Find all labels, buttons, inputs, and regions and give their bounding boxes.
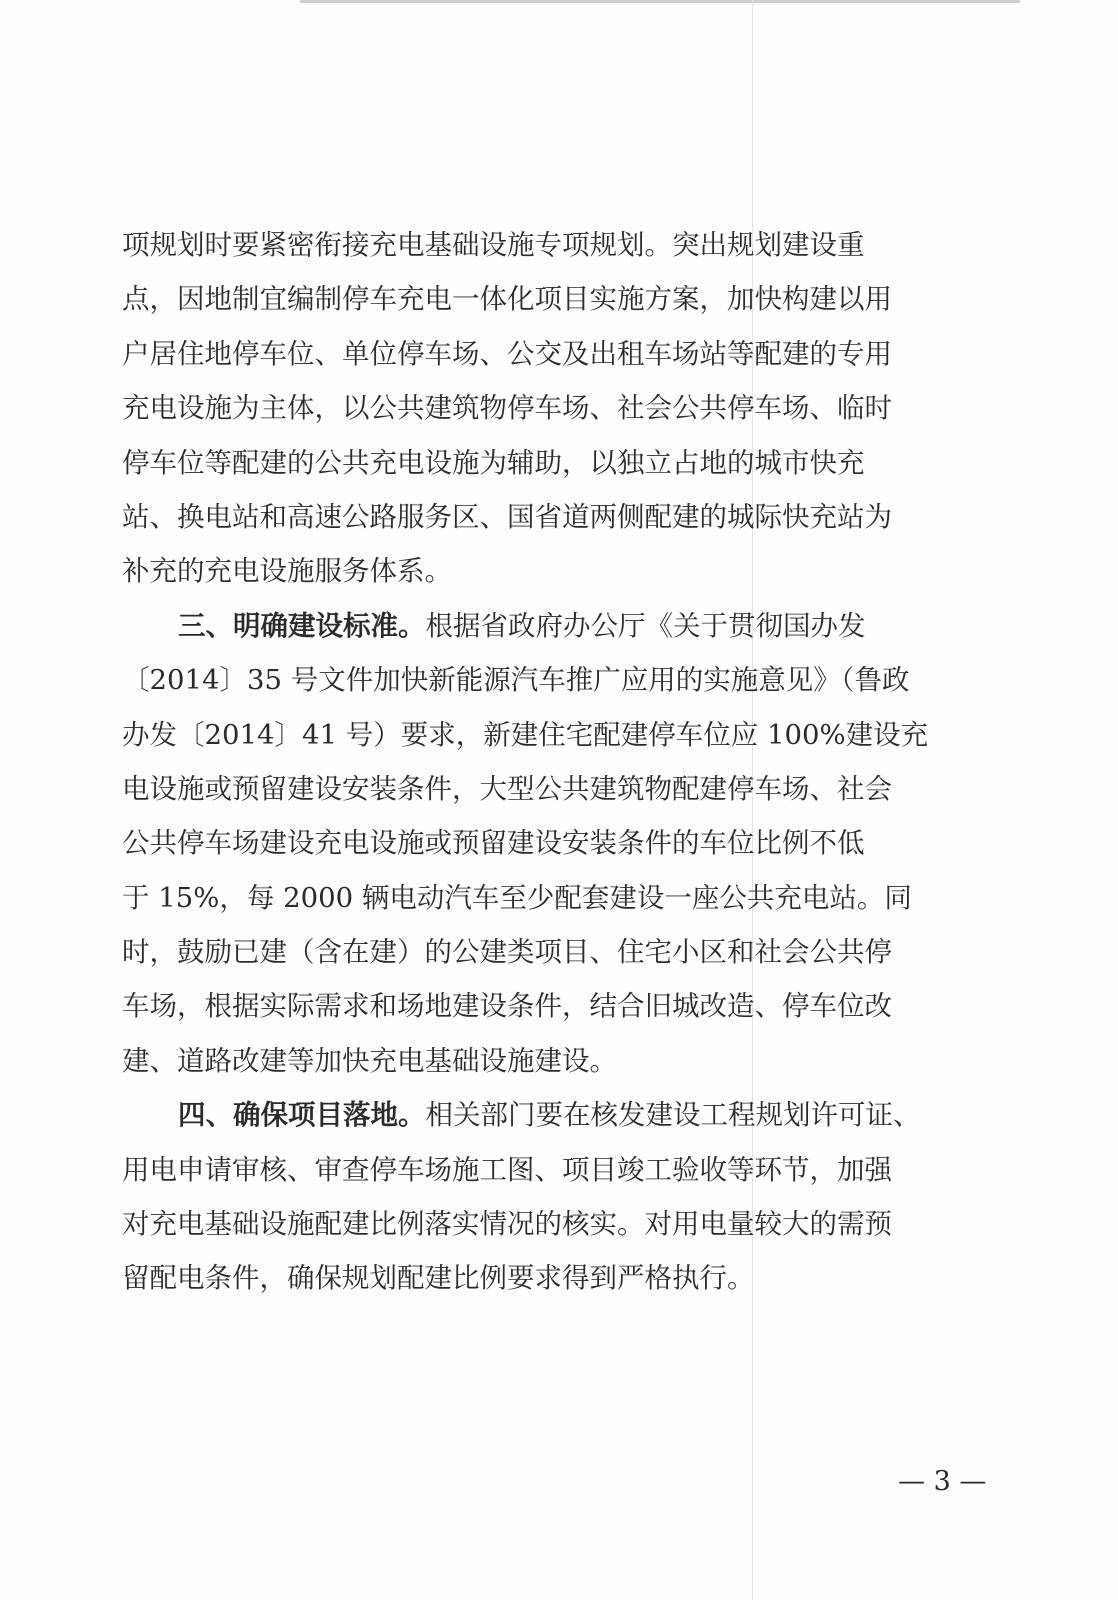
text-line: 车场，根据实际需求和场地建设条件，结合旧城改造、停车位改 <box>122 990 892 1023</box>
text-line: 补充的充电设施服务体系。 <box>122 555 452 588</box>
text-line: 点，因地制宜编制停车充电一体化项目实施方案，加快构建以用 <box>122 283 892 316</box>
text-line: 〔2014〕35 号文件加快新能源汽车推广应用的实施意见》（鲁政 <box>122 664 910 697</box>
section-4-first-line <box>122 1088 974 1142</box>
section-3-heading: 三、明确建设标准。 <box>178 609 426 642</box>
scan-top-edge <box>300 0 1020 3</box>
section-3-first-line <box>122 599 974 653</box>
text-line: 电设施或预留建设安装条件，大型公共建筑物配建停车场、社会 <box>122 772 892 805</box>
section-4-heading: 四、确保项目落地。 <box>178 1099 426 1132</box>
text-line: 户居住地停车位、单位停车场、公交及出租车场站等配建的专用 <box>122 337 892 370</box>
text-line: 公共停车场建设充电设施或预留建设安装条件的车位比例不低 <box>122 827 865 860</box>
text-line: 办发〔2014〕41 号）要求，新建住宅配建停车位应 100%建设充 <box>122 718 929 751</box>
page-number: — 3 — <box>898 1466 987 1497</box>
text-line: 充电设施为主体，以公共建筑物停车场、社会公共停车场、临时 <box>122 392 892 425</box>
text-line: 留配电条件，确保规划配建比例要求得到严格执行。 <box>122 1262 755 1295</box>
text-line: 时，鼓励已建（含在建）的公建类项目、住宅小区和社会公共停 <box>122 936 892 969</box>
text-line: 站、换电站和高速公路服务区、国省道两侧配建的城际快充站为 <box>122 500 892 533</box>
section-4-first-line-text: 相关部门要在核发建设工程规划许可证、 <box>425 1099 921 1132</box>
body-text <box>122 218 974 1306</box>
text-line: 建、道路改建等加快充电基础设施建设。 <box>122 1044 617 1077</box>
text-line: 对充电基础设施配建比例落实情况的核实。对用电量较大的需预 <box>122 1208 892 1241</box>
text-line: 于 15%，每 2000 辆电动汽车至少配套建设一座公共充电站。同 <box>122 881 912 914</box>
section-3-first-line-text: 根据省政府办公厅《关于贯彻国办发 <box>425 609 866 642</box>
text-line: 项规划时要紧密衔接充电基础设施专项规划。突出规划建设重 <box>122 229 865 261</box>
text-line: 用电申请审核、审查停车场施工图、项目竣工验收等环节，加强 <box>122 1153 892 1186</box>
text-line: 停车位等配建的公共充电设施为辅助，以独立占地的城市快充 <box>122 446 865 479</box>
